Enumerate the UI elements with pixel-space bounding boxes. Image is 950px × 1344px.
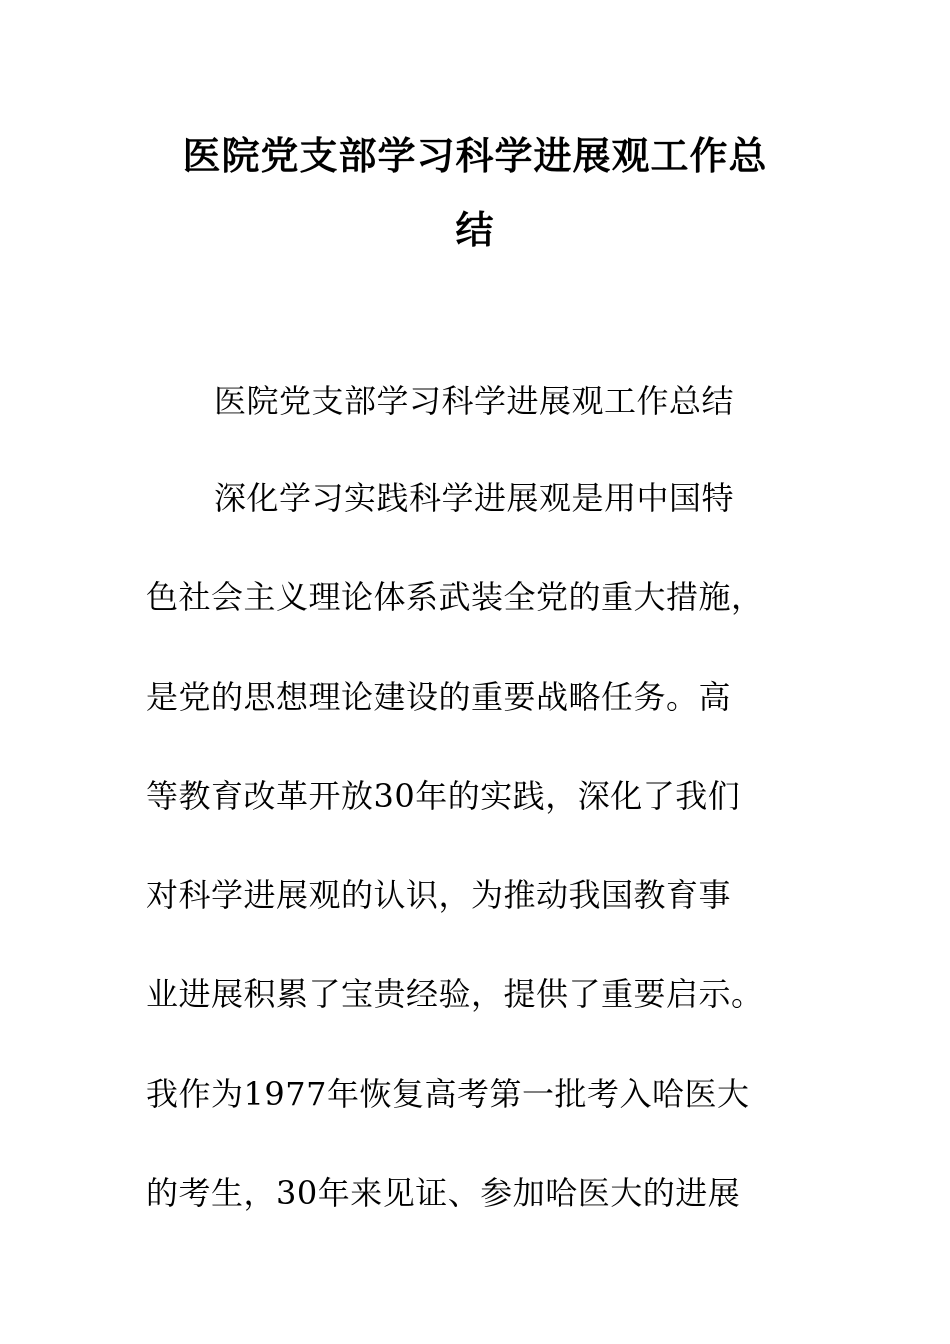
- body-paragraph-line: 对科学进展观的认识，为推动我国教育事: [146, 876, 732, 914]
- body-paragraph-line: 是党的思想理论建设的重要战略任务。高: [146, 678, 732, 716]
- body-paragraph-line: 的考生，30年来见证、参加哈医大的进展: [146, 1174, 741, 1212]
- body-subtitle-line: 医院党支部学习科学进展观工作总结: [214, 382, 735, 420]
- body-paragraph-line: 业进展积累了宝贵经验，提供了重要启示。: [146, 975, 764, 1013]
- body-paragraph-line: 我作为1977年恢复高考第一批考入哈医大: [146, 1075, 750, 1113]
- document-title-line-2: 结: [455, 207, 495, 252]
- body-paragraph-line: 深化学习实践科学进展观是用中国特: [214, 479, 735, 517]
- document-title-line-1: 医院党支部学习科学进展观工作总: [182, 133, 768, 178]
- body-paragraph-line: 色社会主义理论体系武装全党的重大措施，: [146, 578, 764, 616]
- body-paragraph-line: 等教育改革开放30年的实践，深化了我们: [146, 777, 741, 815]
